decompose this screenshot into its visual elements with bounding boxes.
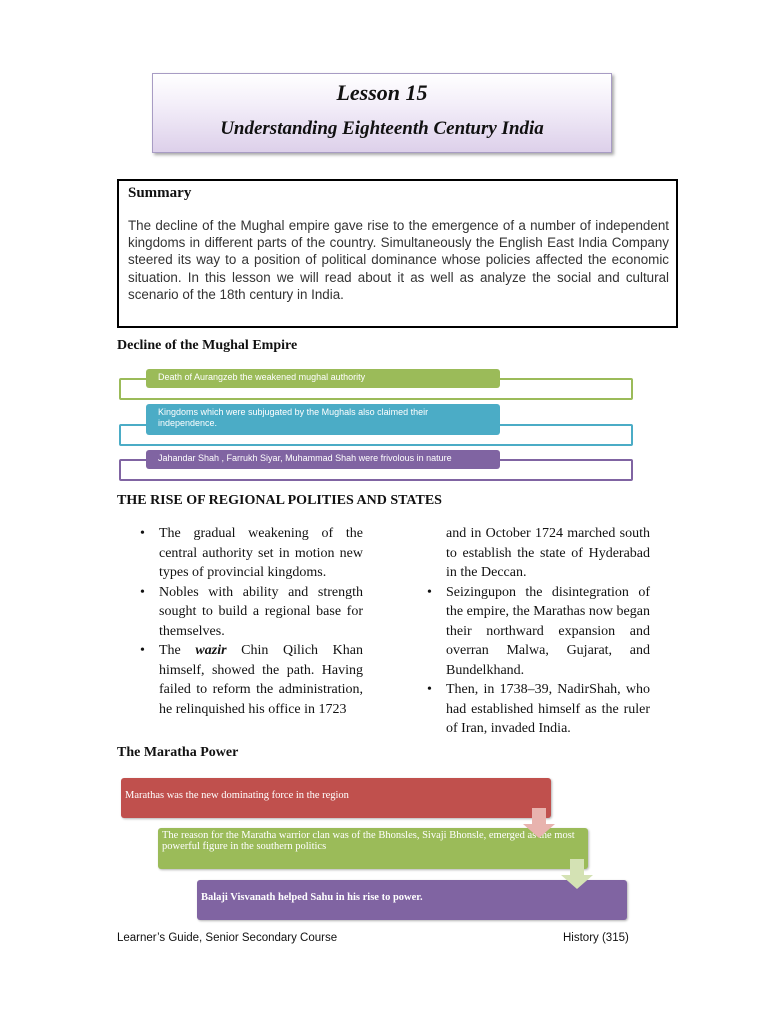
decline-item-1: Death of Aurangzeb the weakened mughal authority xyxy=(146,369,500,388)
arrow-down-icon xyxy=(523,824,555,838)
wazir-post: Chin Qilich Khan himself, showed the path. Having failed to reform the administration, he relinquished his office in 1723 xyxy=(159,643,363,717)
decline-item-2: Kingdoms which were subjugated by the Mughals also claimed their independence. xyxy=(146,404,500,435)
summary-text: The decline of the Mughal empire gave rise to the emergence of a number of independent kingdoms in different parts of the country. Simultaneously the English East India Company steered its way to a position of political dominance whose policies affected the economic situation. In this lesson we will read about it as well as analyze the social and cultural scenario of the 18th century in India. xyxy=(128,218,669,302)
wazir-pre: The xyxy=(159,643,196,658)
regional-bullet-5: • Then, in 1738–39, NadirShah, who had established himself as the ruler of Iran, invaded India. xyxy=(425,680,650,739)
summary-heading: Summary xyxy=(128,185,192,201)
maratha-heading: The Maratha Power xyxy=(117,745,239,760)
lesson-number: Lesson 15 xyxy=(336,80,428,105)
summary-box xyxy=(117,179,678,328)
regional-bullet-4: • Seizingupon the disintegration of the empire, the Marathas now began their northward expansion and overran Malwa, Gujarat, and Bundelkhand. xyxy=(425,583,650,681)
regional-heading: THE RISE OF REGIONAL POLITIES AND STATES xyxy=(117,493,442,508)
maratha-step-3: Balaji Visvanath helped Sahu in his rise to power. xyxy=(197,880,627,920)
lesson-title: Understanding Eighteenth Century India xyxy=(220,118,544,139)
wazir-term: wazir xyxy=(195,643,227,658)
regional-bullet-2: • Nobles with ability and strength sought to build a regional base for themselves. xyxy=(138,583,363,642)
maratha-step-2: The reason for the Maratha warrior clan was of the Bhonsles, Sivaji Bhonsle, emerged as the most powerful figure in the southern politics xyxy=(158,828,588,869)
decline-item-3: Jahandar Shah , Farrukh Siyar, Muhammad Shah were frivolous in nature xyxy=(146,450,500,469)
regional-bullet-3 xyxy=(138,641,363,719)
regional-right-column xyxy=(425,524,650,739)
lesson-title-banner xyxy=(152,73,612,153)
regional-bullet-1: • The gradual weakening of the central authority set in motion new types of provincial kingdoms. xyxy=(138,524,363,583)
footer-subject: History (315) xyxy=(563,932,629,944)
arrow-down-icon xyxy=(532,808,546,824)
footer-course: Learner’s Guide, Senior Secondary Course xyxy=(117,932,338,944)
decline-heading: Decline of the Mughal Empire xyxy=(117,338,298,353)
arrow-down-icon xyxy=(570,859,584,875)
maratha-step-1: Marathas was the new dominating force in the region xyxy=(121,778,551,818)
arrow-down-icon xyxy=(561,875,593,889)
regional-continuation: and in October 1724 marched south to establish the state of Hyderabad in the Deccan. xyxy=(446,526,650,580)
regional-left-column xyxy=(138,524,363,719)
